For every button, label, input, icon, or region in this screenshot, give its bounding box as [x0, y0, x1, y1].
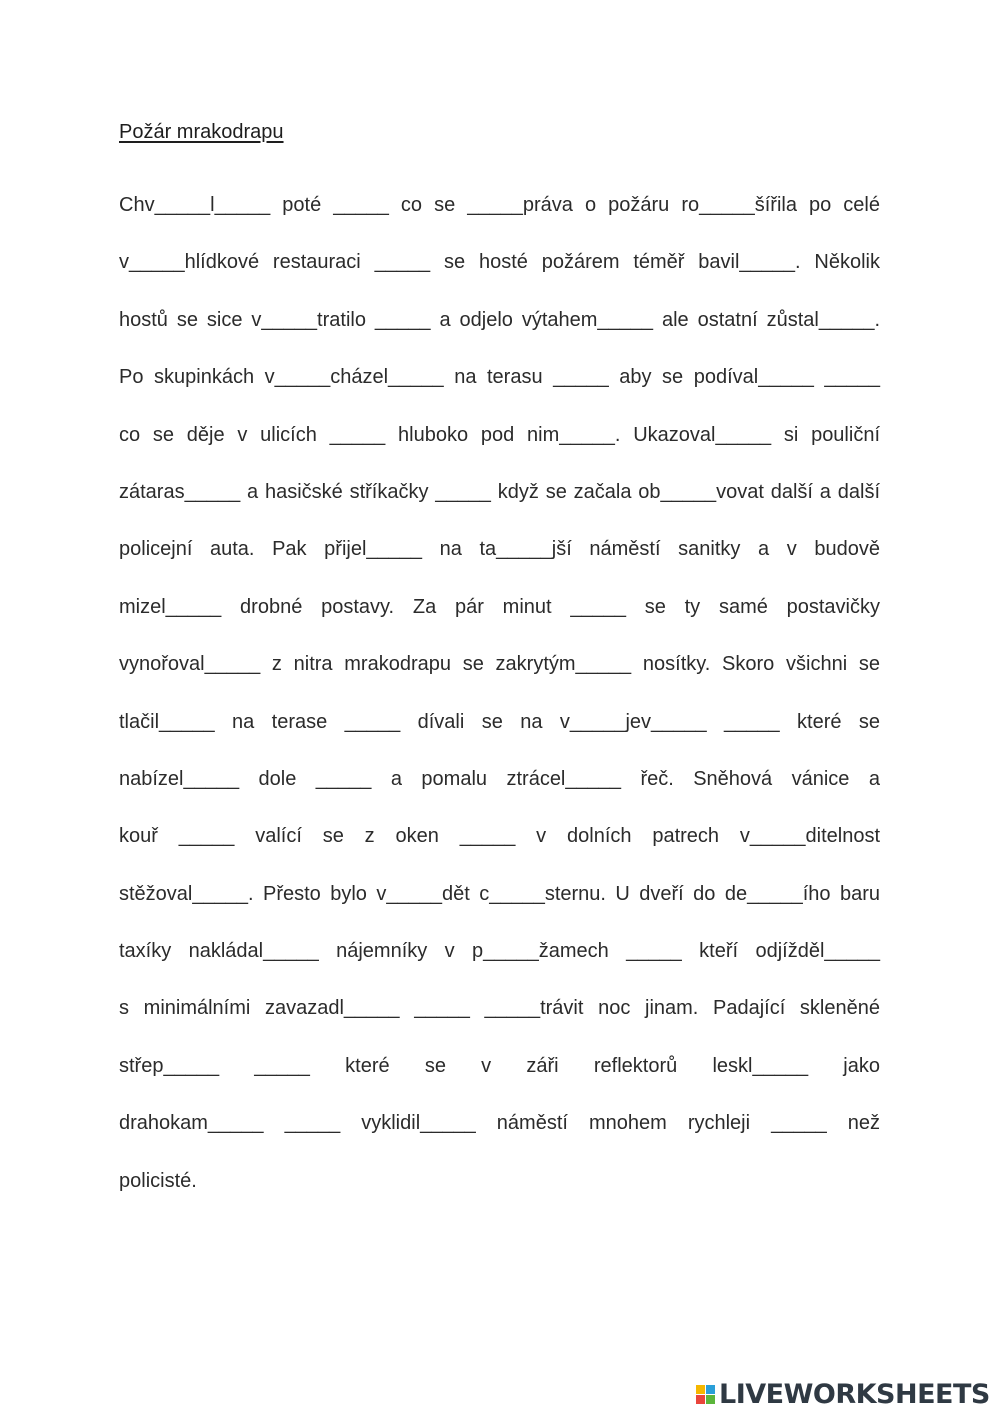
text-line: taxíky nakládal_____ nájemníky v p_____žamech _____ kteří odjížděl_____ — [119, 940, 880, 963]
logo-text: LIVEWORKSHEETS — [719, 1378, 990, 1410]
logo-square — [696, 1385, 705, 1394]
text-line: policejní auta. Pak přijel_____ na ta_____jší náměstí sanitky a v budově — [119, 538, 880, 561]
text-line: vynořoval_____ z nitra mrakodrapu se zakrytým_____ nosítky. Skoro všichni se — [119, 653, 880, 676]
text-line: tlačil_____ na terase _____ dívali se na v_____jev_____ _____ které se — [119, 710, 880, 733]
text-line: s minimálními zavazadl_____ _____ _____trávit noc jinam. Padající skleněné — [119, 997, 880, 1020]
text-line: kouř _____ valící se z oken _____ v dolních patrech v_____ditelnost — [119, 825, 880, 848]
text-line: drahokam_____ _____ vyklidil_____ náměstí mnohem rychleji _____ než — [119, 1112, 880, 1135]
text-line: co se děje v ulicích _____ hluboko pod nim_____. Ukazoval_____ si pouliční — [119, 423, 880, 446]
logo-square — [706, 1395, 715, 1404]
worksheet-title: Požár mrakodrapu — [119, 121, 284, 143]
text-line: nabízel_____ dole _____ a pomalu ztrácel_____ řeč. Sněhová vánice a — [119, 767, 880, 790]
liveworksheets-logo[interactable] — [696, 1378, 990, 1410]
text-line: zátaras_____ a hasičské stříkačky _____ když se začala ob_____vovat další a další — [119, 480, 880, 503]
text-line: Po skupinkách v_____cházel_____ na terasu _____ aby se podíval_____ _____ — [119, 366, 880, 389]
text-line: střep_____ _____ které se v záři reflektorů leskl_____ jako — [119, 1054, 880, 1077]
text-line: hostů se sice v_____tratilo _____ a odjelo výtahem_____ ale ostatní zůstal_____. — [119, 308, 880, 331]
text-line: mizel_____ drobné postavy. Za pár minut _____ se ty samé postavičky — [119, 595, 880, 618]
logo-square — [696, 1395, 705, 1404]
text-line: v_____hlídkové restauraci _____ se hosté požárem téměř bavil_____. Několik — [119, 251, 880, 274]
logo-mark-icon — [696, 1385, 715, 1404]
logo-square — [706, 1385, 715, 1394]
worksheet-text — [119, 187, 880, 1220]
text-line: stěžoval_____. Přesto bylo v_____dět c_____sternu. U dveří do de_____ího baru — [119, 882, 880, 905]
text-line: Chv_____l_____ poté _____ co se _____práva o požáru ro_____šířila po celé — [119, 194, 880, 216]
text-line: policisté. — [119, 1169, 197, 1192]
